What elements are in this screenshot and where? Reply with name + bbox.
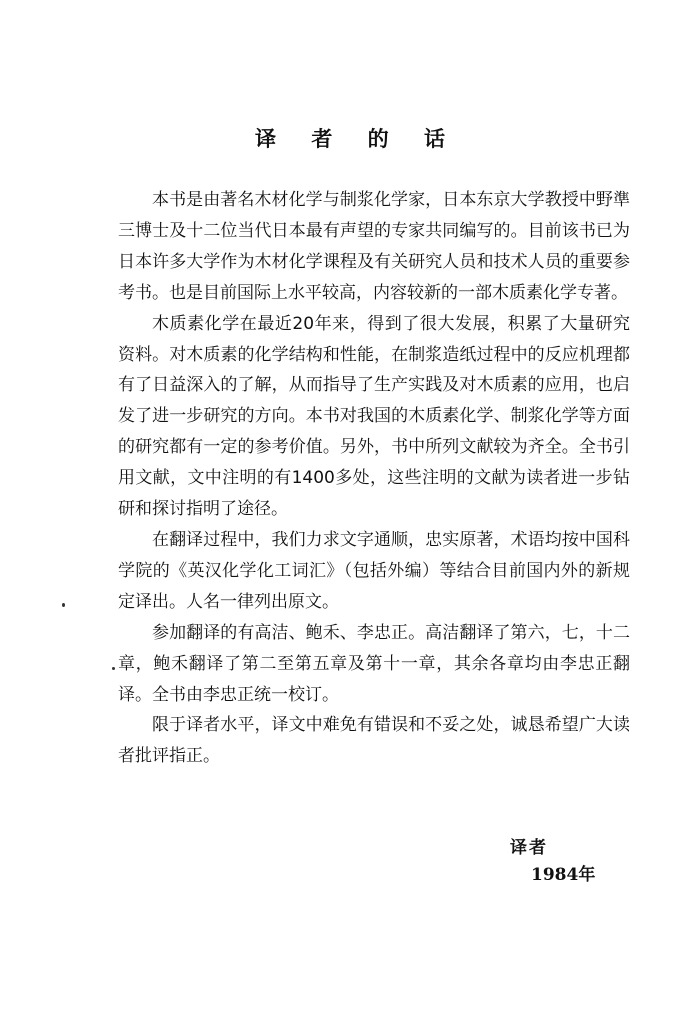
paragraph-4: 参加翻译的有高洁、鲍禾、李忠正。高洁翻译了第六，七，十二章，鲍禾翻译了第二至第五章及第十一章，其余各章均由李忠正翻译。全书由李忠正统一校订。	[118, 622, 630, 705]
preface-date: 1984年	[531, 865, 596, 885]
paragraph-2: 木质素化学在最近20年来，得到了很大发展，积累了大量研究资料。对木质素的化学结构和性能，在制浆造纸过程中的反应机理都有了日益深入的了解，从而指导了生产实践及对木质素的应用，也启发了进一步研究的方向。本书对我国的木质素化学、制浆化学等方面的研究都有一定的参考价值。另外，书中所列文献较为齐全。全书引用文献，文中注明的有1400多处，这些注明的文献为读者进一步钻研和探讨指明了途径。	[118, 313, 630, 520]
paragraph-1: 本书是由著名木材化学与制浆化学家，日本东京大学教授中野準三博士及十二位当代日本最有声望的专家共同编写的。目前该书已为日本许多大学作为木材化学课程及有关研究人员和技术人员的重要参考书。也是目前国际上水平较高，内容较新的一部木质素化学专著。	[118, 190, 630, 303]
translator-signature: 译者	[510, 838, 548, 858]
scan-speck	[112, 667, 115, 670]
preface-body	[118, 185, 630, 772]
scan-speck	[62, 603, 65, 607]
paragraph-5: 限于译者水平，译文中难免有错误和不妥之处，诚恳希望广大读者批评指正。	[118, 715, 630, 767]
paragraph-3: 在翻译过程中，我们力求文字通顺，忠实原著，术语均按中国科学院的《英汉化学化工词汇》（包括外编）等结合目前国内外的新规定译出。人名一律列出原文。	[118, 529, 630, 612]
page-title: 译 者 的 话	[255, 127, 459, 151]
